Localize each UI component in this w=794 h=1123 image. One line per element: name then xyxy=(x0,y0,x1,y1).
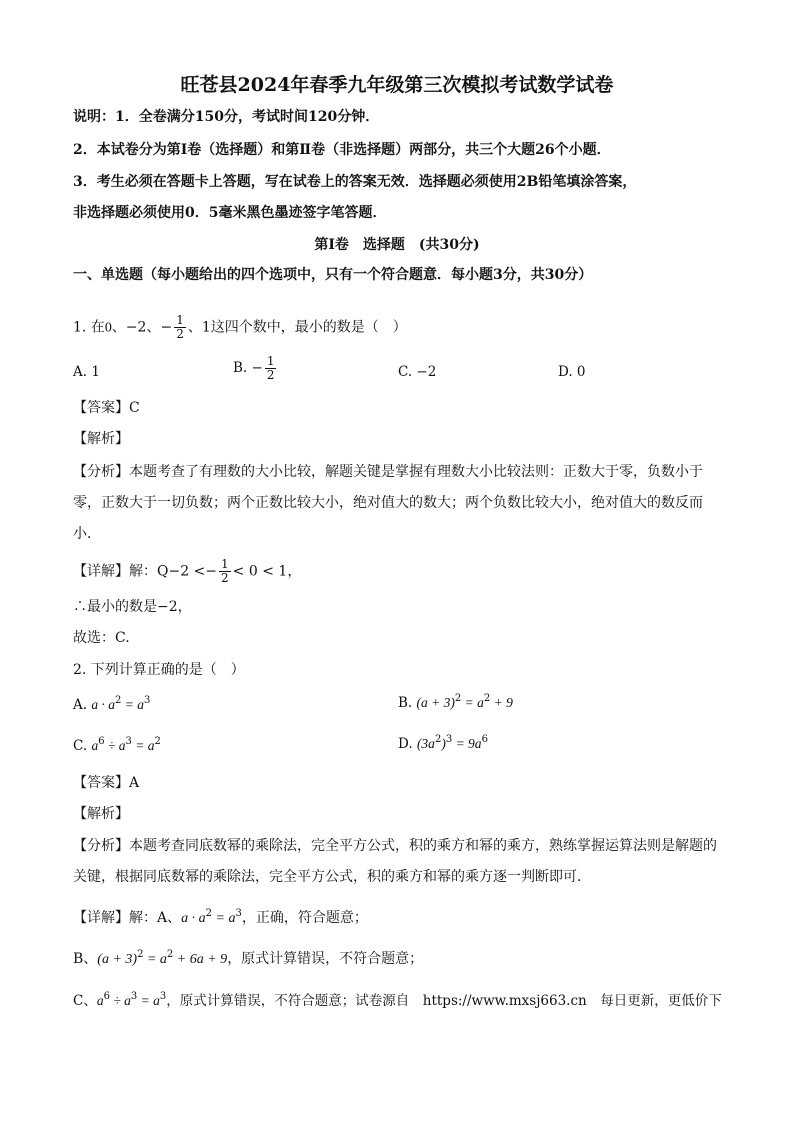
q1-detail-left: Q−2 <− xyxy=(157,563,218,580)
part-heading: 一、单选题（每小题给出的四个选项中，只有一个符合题意．每小题3分，共30分） xyxy=(73,267,593,283)
q2-option-c-exp-2: 3 xyxy=(125,736,132,747)
q2-option-a-eq: = a xyxy=(121,697,144,712)
q2-option-b-exp-1: 2 xyxy=(454,693,462,704)
q2-analysis-label: 【解析】 xyxy=(73,806,129,822)
q2-detail-b-mid: + 6a + 9 xyxy=(173,952,228,967)
q1-detail xyxy=(73,558,301,585)
q2-option-d xyxy=(398,734,488,752)
q1-option-a: A. 1 xyxy=(73,364,100,380)
q1-option-b-fraction xyxy=(265,355,277,382)
q1-option-c: C. −2 xyxy=(398,364,437,380)
q1-answer: 【答案】C xyxy=(73,400,140,416)
q2-detail-a-tail: ，正确，符合题意； xyxy=(241,910,368,926)
q2-detail-c-exp-2: 3 xyxy=(130,991,138,1002)
q2-option-d-eq: = 9a xyxy=(452,736,482,751)
q2-option-b-exp-2: 2 xyxy=(483,693,491,704)
q1-detail-end: ， xyxy=(287,563,302,580)
q1-conclusion: ∴最小的数是−2， xyxy=(73,599,192,615)
section-heading: 第Ⅰ卷 选择题 (共30分) xyxy=(314,237,480,253)
q1-option-b-label: B. xyxy=(233,360,248,376)
q2-detail-b-tail: ，原式计算错误，不符合题意； xyxy=(227,951,424,967)
instruction-line-2: 2．本试卷分为第Ⅰ卷（选择题）和第Ⅱ卷（非选择题）两部分，共三个大题26个小题． xyxy=(73,142,611,158)
q2-option-b-eq: = a xyxy=(461,695,484,710)
page-title: 旺苍县2024年春季九年级第三次模拟考试数学试卷 xyxy=(180,74,614,96)
q2-option-c xyxy=(73,736,161,754)
q2-detail-a-eq: = a xyxy=(212,911,236,926)
q2-analysis-line-2: 关键，根据同底数幂的乘除法，完全平方公式，积的乘方和幂的乘方逐一判断即可． xyxy=(73,869,591,885)
q2-option-d-exp-3: 6 xyxy=(481,734,488,745)
instruction-line-1: 说明：1．全卷满分150分，考试时间120分钟． xyxy=(73,109,380,125)
q1-number-0: 0 xyxy=(104,320,112,336)
q2-option-b-label: B. xyxy=(398,695,413,711)
q2-detail-b-exp-1: 2 xyxy=(137,949,144,960)
q2-detail-b-prefix: B、 xyxy=(73,951,98,967)
q1-fraction-denominator: 2 xyxy=(176,327,184,341)
q1-fraction xyxy=(174,314,186,341)
q1-detail-prefix: 【详解】解： xyxy=(73,563,157,580)
q1-sep-2: 、 xyxy=(146,319,161,336)
q2-option-d-exp-1: 2 xyxy=(434,734,442,745)
q2-option-a-expr: a · a xyxy=(91,697,115,712)
q1-analysis-label: 【解析】 xyxy=(73,431,129,447)
q1-sep-1: 、 xyxy=(111,319,126,336)
q1-detail-right: < 0 < 1 xyxy=(232,563,288,580)
question-1-stem xyxy=(73,314,407,341)
q2-option-a-label: A. xyxy=(73,697,88,713)
q2-detail-c-tail: ，原式计算错误，不符合题意；试卷源自 https://www.mxsj663.cn 每日更新，更低价下 xyxy=(166,993,722,1009)
q2-detail-a-prefix: 【详解】解：A、 xyxy=(73,910,182,926)
q2-detail-c xyxy=(73,987,722,1011)
q2-detail-a-expr: a · a xyxy=(181,911,206,926)
q1-sep-3: 、 xyxy=(187,319,202,336)
q2-option-b xyxy=(398,693,513,711)
q1-suffix: 这四个数中，最小的数是（ ） xyxy=(210,319,407,336)
q2-option-d-close: ) xyxy=(441,736,446,751)
q2-detail-c-expr: a xyxy=(96,993,104,1008)
q1-analysis-line-3: 小． xyxy=(73,526,101,542)
q2-option-a xyxy=(73,695,150,713)
q2-detail-a-exp-2: 3 xyxy=(235,908,242,919)
q2-option-b-expr: (a + 3) xyxy=(416,695,455,710)
q2-detail-a xyxy=(73,904,368,929)
q1-detail-numerator: 1 xyxy=(221,557,229,571)
q1-option-b-denominator: 2 xyxy=(266,368,275,382)
q2-option-c-label: C. xyxy=(73,738,88,754)
q2-answer: 【答案】A xyxy=(73,775,140,791)
q2-option-d-exp-2: 3 xyxy=(445,734,453,745)
q2-detail-b-eq: = a xyxy=(143,952,167,967)
q2-option-a-exp-1: 2 xyxy=(114,695,122,706)
q1-option-b-neg: − xyxy=(251,360,263,376)
q2-option-c-expr: a xyxy=(91,738,99,753)
q1-choose: 故选：C. xyxy=(73,630,130,646)
q2-detail-b-exp-2: 2 xyxy=(166,949,174,960)
q2-detail-b-expr: (a + 3) xyxy=(97,952,138,967)
q2-analysis-line-1: 【分析】本题考查同底数幂的乘除法，完全平方公式，积的乘方和幂的乘方，熟练掌握运算法则是解题的 xyxy=(73,838,717,854)
q2-detail-a-exp-1: 2 xyxy=(205,908,212,919)
q2-option-a-exp-2: 3 xyxy=(143,695,151,706)
q2-option-d-label: D. xyxy=(398,736,413,752)
instruction-line-4: 非选择题必须使用0．5毫米黑色墨迹签字笔答题． xyxy=(73,205,387,221)
question-2-stem: 2. 下列计算正确的是（ ） xyxy=(73,662,245,678)
q1-fraction-numerator: 1 xyxy=(176,313,184,327)
q1-prefix: 1. 在 xyxy=(73,319,105,336)
instruction-line-3: 3．考生必须在答题卡上答题，写在试卷上的答案无效．选择题必须使用2B铅笔填涂答案， xyxy=(73,174,637,190)
q1-detail-fraction xyxy=(219,558,231,585)
q1-neg-sign: − xyxy=(160,319,173,336)
q2-option-c-exp-1: 6 xyxy=(98,736,105,747)
q2-detail-c-exp-1: 6 xyxy=(103,991,110,1002)
q1-detail-denominator: 2 xyxy=(221,571,229,585)
q2-detail-c-eq: = a xyxy=(137,993,160,1008)
q2-detail-c-exp-3: 3 xyxy=(159,991,167,1002)
q2-option-d-expr: (3a xyxy=(416,736,435,751)
q1-option-b-numerator: 1 xyxy=(266,354,275,368)
q1-analysis-line-1: 【分析】本题考查了有理数的大小比较，解题关键是掌握有理数大小比较法则：正数大于零，负数小于 xyxy=(73,464,703,480)
q2-detail-c-prefix: C、 xyxy=(73,993,97,1009)
q1-number-neg2: −2 xyxy=(125,319,147,336)
q1-analysis-line-2: 零，正数大于一切负数；两个正数比较大小，绝对值大的数大；两个负数比较大小，绝对值大的数反而 xyxy=(73,495,703,511)
q1-option-d: D. 0 xyxy=(558,364,586,380)
q2-option-b-tail: + 9 xyxy=(490,695,513,710)
q1-number-1: 1 xyxy=(201,319,211,336)
q1-option-b xyxy=(233,355,278,382)
q2-option-c-eq: = a xyxy=(131,738,155,753)
q2-option-c-exp-3: 2 xyxy=(154,736,161,747)
q2-option-c-mid: ÷ a xyxy=(104,738,126,753)
q2-detail-b xyxy=(73,945,423,970)
q2-detail-c-mid: ÷ a xyxy=(109,993,131,1008)
